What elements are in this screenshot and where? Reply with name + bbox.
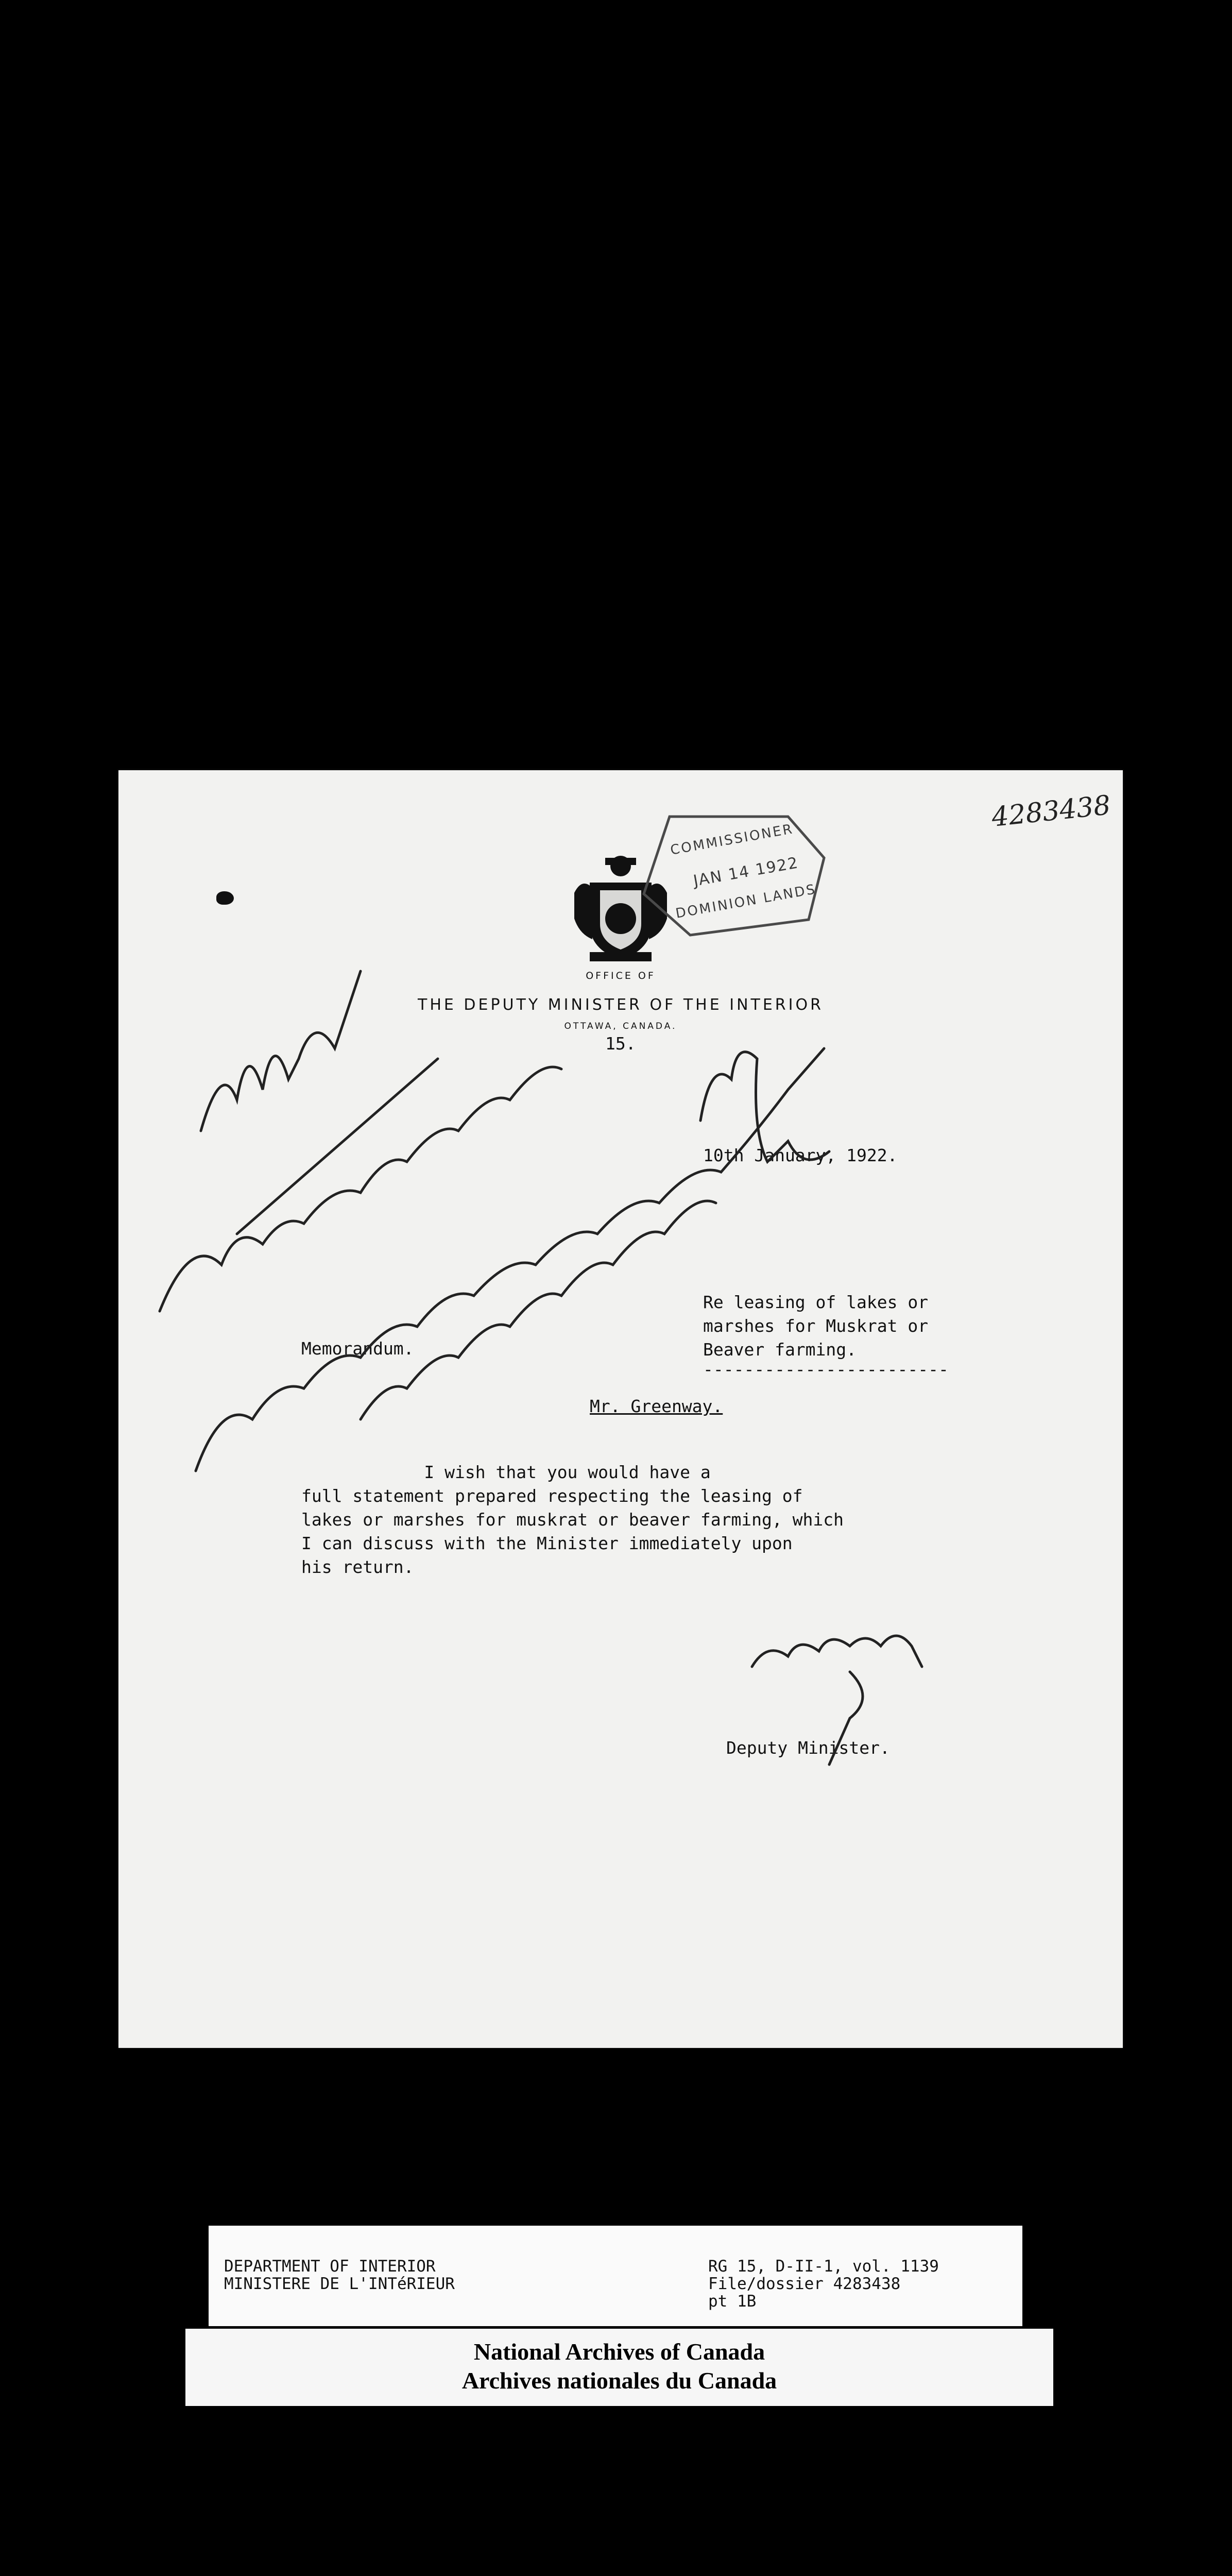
archive-banner bbox=[185, 2329, 1053, 2406]
ink-blot bbox=[216, 891, 234, 905]
signature-title: Deputy Minister. bbox=[726, 1738, 890, 1758]
handwritten-file-number: 4283438 bbox=[990, 790, 1113, 833]
department-name-fr: MINISTERE DE L'INTéRIEUR bbox=[224, 2275, 455, 2293]
subject-underline: ------------------------ bbox=[703, 1359, 949, 1379]
addressee: Mr. Greenway. bbox=[590, 1396, 723, 1416]
archive-name-en: National Archives of Canada bbox=[473, 2338, 765, 2365]
subject-line: Re leasing of lakes or marshes for Muskrat or Beaver farming. bbox=[703, 1292, 929, 1360]
received-stamp bbox=[634, 811, 829, 940]
memo-body: I wish that you would have a full statement prepared respecting the leasing of lakes or marshes for muskrat or beaver farming, which I can discuss with the Minister immediately upon his return. bbox=[301, 1462, 844, 1577]
file-dossier-number: File/dossier 4283438 bbox=[708, 2275, 901, 2293]
record-group-reference: RG 15, D-II-1, vol. 1139 bbox=[708, 2257, 939, 2276]
department-name-en: DEPARTMENT OF INTERIOR bbox=[224, 2257, 436, 2276]
memorandum-page bbox=[118, 770, 1123, 2048]
archive-label-card bbox=[209, 2226, 1022, 2326]
archive-name-fr: Archives nationales du Canada bbox=[461, 2367, 777, 2394]
memorandum-label: Memorandum. bbox=[301, 1338, 414, 1359]
stamp-bottom-text: DOMINION LANDS bbox=[674, 882, 818, 922]
letterhead-city: OTTAWA, CANADA. bbox=[564, 1021, 677, 1031]
memo-number: 15. bbox=[605, 1033, 636, 1054]
letterhead-office-of: OFFICE OF bbox=[586, 970, 656, 981]
file-part: pt 1B bbox=[708, 2292, 757, 2311]
stamp-date: JAN 14 1922 bbox=[692, 854, 800, 890]
stamp-top-text: COMMISSIONER bbox=[669, 821, 795, 858]
letterhead-title: THE DEPUTY MINISTER OF THE INTERIOR bbox=[418, 996, 824, 1014]
memo-date: 10th January, 1922. bbox=[703, 1145, 898, 1165]
